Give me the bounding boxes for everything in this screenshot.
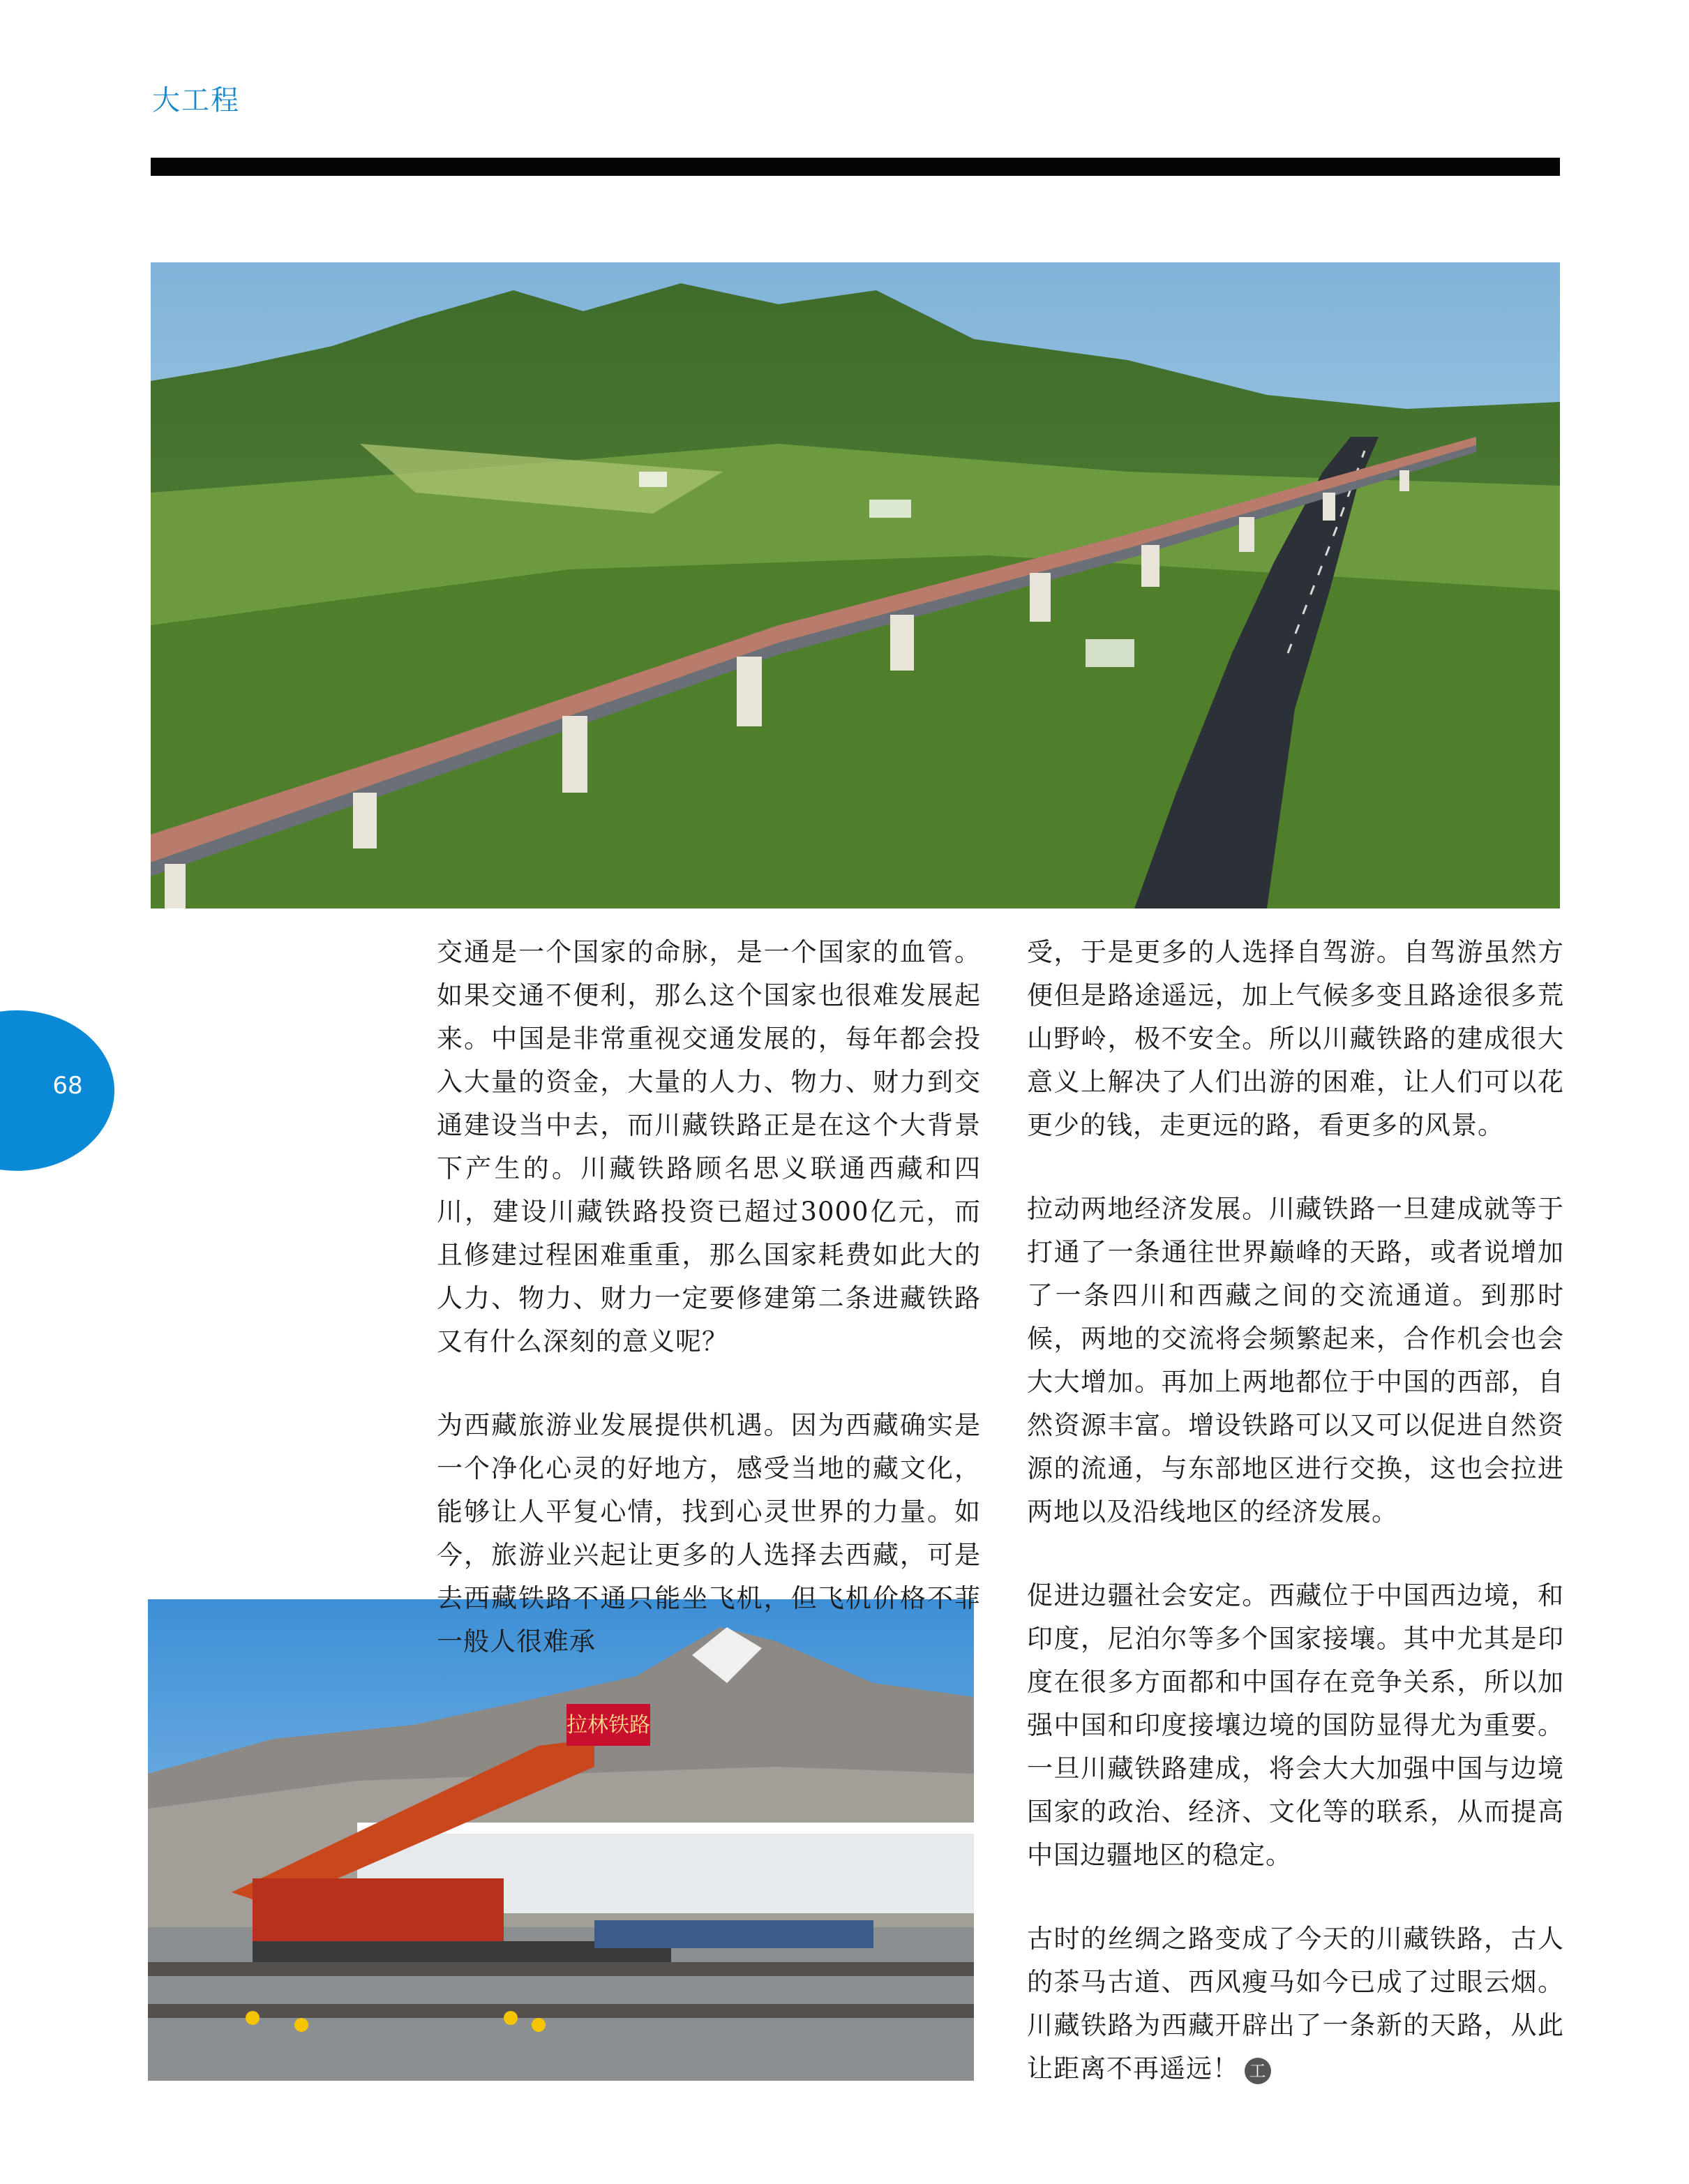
paragraph-intro: 交通是一个国家的命脉，是一个国家的血管。如果交通不便利，那么这个国家也很难发展起来。中国是非常重视交通发展的，每年都会投入大量的资金，大量的人力、物力、财力到交通建设当中去，而川藏铁路正是在这个大背景下产生的。川藏铁路顾名思义联通西藏和四川，建设川藏铁路投资已超过3000亿元，而且修建过程困难重重，那么国家耗费如此大的人力、物力、财力一定要修建第二条进藏铁路又有什么深刻的意义呢？ <box>437 937 981 1356</box>
paragraph-border: 促进边疆社会安定。西藏位于中国西边境，和印度，尼泊尔等多个国家接壤。其中尤其是印度在很多方面都和中国存在竞争关系，所以加强中国和印度接壤边境的国防显得尤为重要。一旦川藏铁路建成，将会大大加强中国与边境国家的政治、经济、文化等的联系，从而提高中国边疆地区的稳定。 <box>1027 1580 1564 1870</box>
paragraph-conclusion <box>1027 1917 1564 2090</box>
section-title: 大工程 <box>152 84 240 117</box>
banner-text: 拉林铁路 <box>566 1713 650 1737</box>
conclusion-text: 古时的丝绸之路变成了今天的川藏铁路，古人的茶马古道、西风瘦马如今已成了过眼云烟。川藏铁路为西藏开辟出了一条新的天路，从此让距离不再遥远！ <box>1027 1924 1564 2084</box>
photo-railway-viaduct <box>151 262 1560 908</box>
article-left-column <box>437 931 981 1704</box>
paragraph-tourism: 为西藏旅游业发展提供机遇。因为西藏确实是一个净化心灵的好地方，感受当地的藏文化，能够让人平复心情，找到心灵世界的力量。如今，旅游业兴起让更多的人选择去西藏，可是去西藏铁路不通只能坐飞机，但飞机价格不菲一般人很难承 <box>437 1410 981 1656</box>
paragraph-economy: 拉动两地经济发展。川藏铁路一旦建成就等于打通了一条通往世界巅峰的天路，或者说增加了一条四川和西藏之间的交流通道。到那时候，两地的交流将会频繁起来，合作机会也会大大增加。再加上两地都位于中国的西部，自然资源丰富。增设铁路可以又可以促进自然资源的流通，与东部地区进行交换，这也会拉进两地以及沿线地区的经济发展。 <box>1027 1194 1564 1527</box>
end-mark-icon: 工 <box>1245 2058 1271 2084</box>
article-right-column <box>1027 931 1564 2131</box>
page-number: 68 <box>52 1072 83 1100</box>
paragraph-tourism-continued: 受，于是更多的人选择自驾游。自驾游虽然方便但是路途遥远，加上气候多变且路途很多荒山野岭，极不安全。所以川藏铁路的建成很大意义上解决了人们出游的困难，让人们可以花更少的钱，走更远的路，看更多的风景。 <box>1027 937 1564 1140</box>
header-rule <box>151 158 1560 176</box>
